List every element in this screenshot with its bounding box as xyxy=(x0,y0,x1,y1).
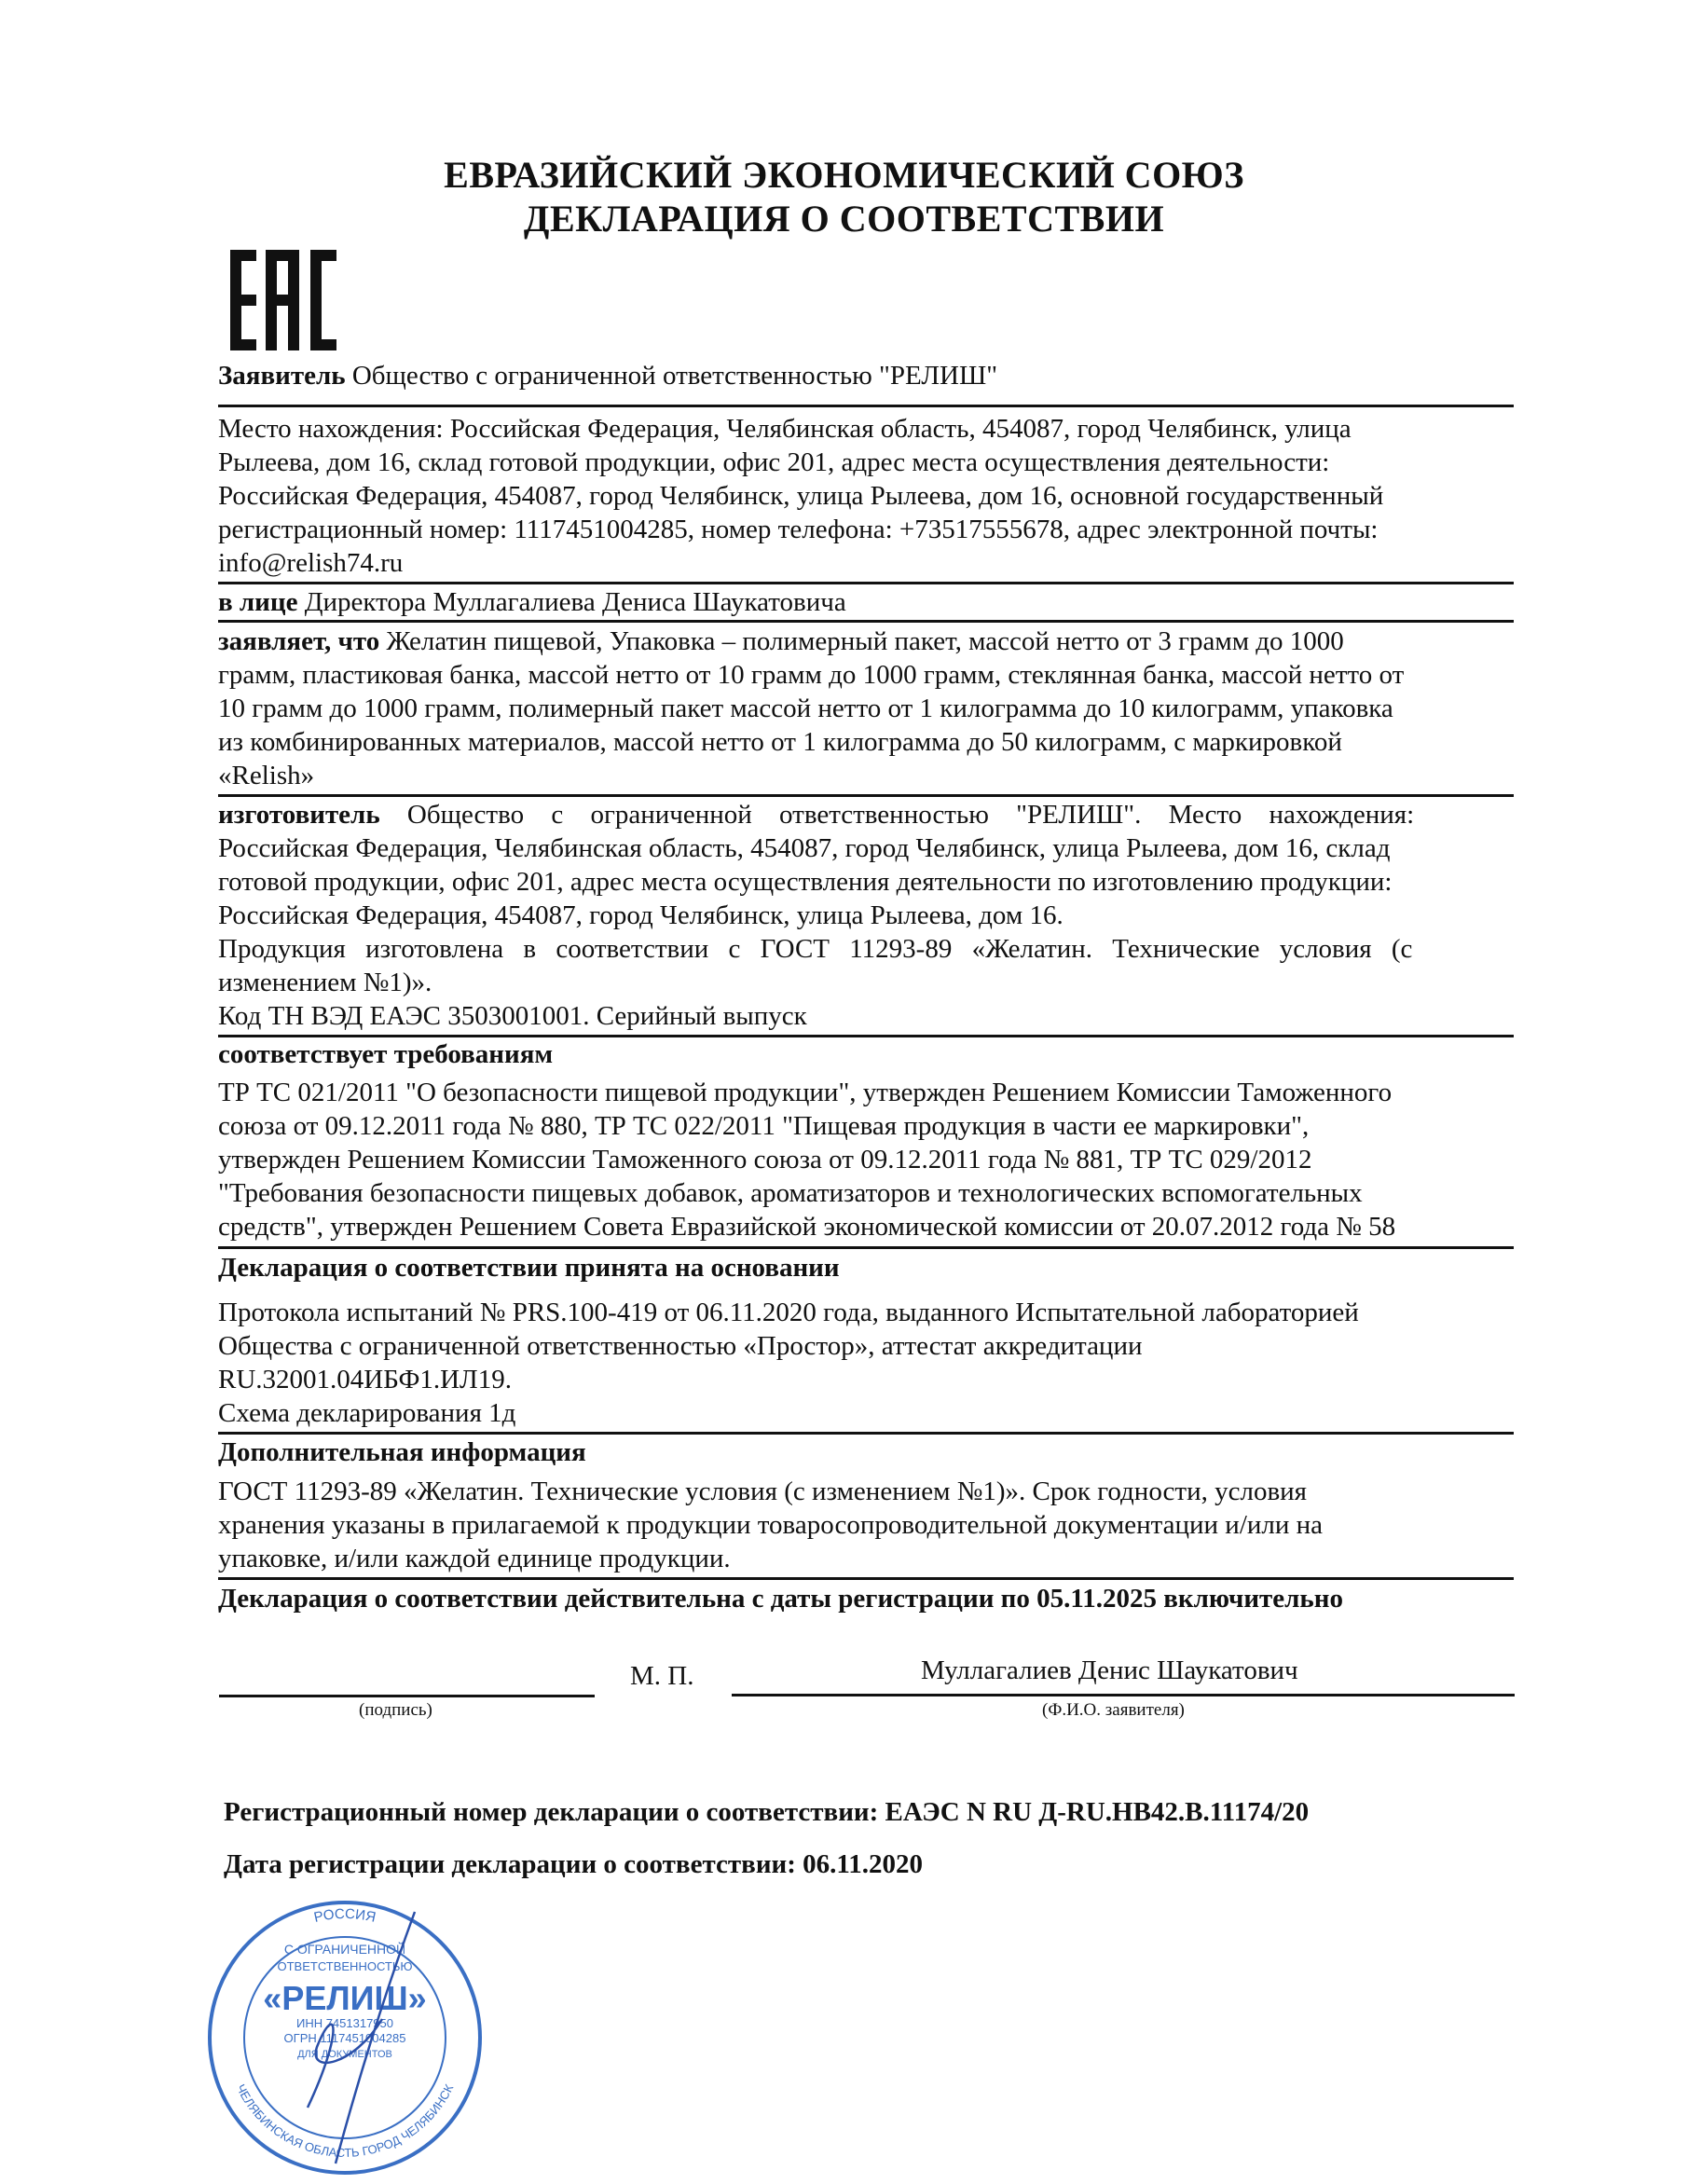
stamp-org1: С ОГРАНИЧЕННОЙ xyxy=(283,1942,406,1957)
stamp-top-text: РОССИЯ xyxy=(312,1905,377,1926)
registration-number: Регистрационный номер декларации о соответствии: ЕАЭС N RU Д-RU.НВ42.В.11174/20 xyxy=(224,1797,1310,1827)
declared-product: заявляет, что Желатин пищевой, Упаковка – полимерный пакет, массой нетто от 3 грамм до 1000 грамм, пластиковая банка, массой нетто от 10 грамм до 1000 грамм, стеклянная банка, массой нетто от 10 грамм до 1000 грамм, полимерный пакет массой нетто от 1 килограмма до 10 килограмм, упаковка из комбинированных материалов, массой нетто от 1 килограмма до 50 килограмм, с маркировкой «Relish» xyxy=(218,626,1405,790)
divider xyxy=(218,582,1514,584)
stamp-inn: ИНН 7451317950 xyxy=(295,2016,394,2030)
stamp-ogrn: ОГРН 1117451004285 xyxy=(283,2031,406,2045)
union-title: ЕВРАЗИЙСКИЙ ЭКОНОМИЧЕСКИЙ СОЮЗ xyxy=(444,154,1244,196)
requirements: ТР ТС 021/2011 "О безопасности пищевой продукции", утвержден Решением Комиссии Таможенного союза от 09.12.2011 года № 880, ТР ТС 022/2011 "Пищевая продукция в части ее маркировки", утвержден Решением Комиссии Таможенного союза от 09.12.2011 года № 881, ТР ТС 029/2012 "Требования безопасности пищевых добавок, ароматизаторов и технологических вспомогательных средств", утвержден Решением Совета Евразийской экономической комиссии от 20.07.2012 года № 58 xyxy=(218,1078,1396,1242)
stamp-purpose: ДЛЯ ДОКУМЕНТОВ xyxy=(297,2049,392,2060)
svg-text:РОССИЯ xyxy=(312,1906,377,1926)
divider xyxy=(218,405,1514,407)
divider xyxy=(218,620,1514,623)
divider xyxy=(218,1246,1514,1249)
basis: Протокола испытаний № PRS.100-419 от 06.11.2020 года, выданного Испытательной лабораторией Общества с ограниченной ответственностью «Простор», аттестат аккредитации RU.32001.04ИБФ1.ИЛ19. Схема декларирования 1д xyxy=(218,1298,1359,1428)
manufacturer: изготовитель Общество с ограниченной ответственностью "РЕЛИШ". Место нахождения: Российская Федерация, Челябинская область, 454087, город Челябинск, улица Рылеева, дом 16, склад готовой продукции, офис 201, адрес места осуществления деятельности по изготовлению продукции: Российская Федерация, 454087, город Челябинск, улица Рылеева, дом 16. Продукция изготовлена в соответствии с ГОСТ 11293-89 «Желатин. Технические условия (с изменением №1)». Код ТН ВЭД ЕАЭС 3503001001. Серийный выпуск xyxy=(218,800,1415,1031)
requirements-label: соответствует требованиям xyxy=(218,1039,554,1069)
registration-date: Дата регистрации декларации о соответствии: 06.11.2020 xyxy=(224,1849,924,1879)
divider xyxy=(218,1577,1514,1580)
validity: Декларация о соответствии действительна с даты регистрации по 05.11.2025 включительно xyxy=(218,1584,1343,1614)
applicant-address: Место нахождения: Российская Федерация, Челябинская область, 454087, город Челябинск, улица Рылеева, дом 16, склад готовой продукции, офис 201, адрес места осуществления деятельности: Российская Федерация, 454087, город Челябинск, улица Рылеева, дом 16, основной государственный регистрационный номер: 1117451004285, номер телефона: +73517555678, адрес электронной почты: info@relish74.ru xyxy=(218,414,1384,578)
signature-line xyxy=(219,1695,595,1697)
document-title: ДЕКЛАРАЦИЯ О СООТВЕТСТВИИ xyxy=(523,198,1165,240)
divider xyxy=(218,794,1514,797)
represented-by: в лице Директора Муллагалиева Дениса Шаукатовича xyxy=(218,587,846,617)
signature-caption: (подпись) xyxy=(359,1700,432,1720)
basis-label: Декларация о соответствии принята на основании xyxy=(218,1253,840,1283)
seal-place: М. П. xyxy=(630,1661,694,1691)
stamp-name: «РЕЛИШ» xyxy=(263,1979,427,2017)
additional-label: Дополнительная информация xyxy=(218,1437,586,1467)
additional-info: ГОСТ 11293-89 «Желатин. Технические условия (с изменением №1)». Срок годности, условия хранения указаны в прилагаемой к продукции товаросопроводительной документации и/или на упаковке, и/или каждой единице продукции. xyxy=(218,1477,1324,1573)
name-caption: (Ф.И.О. заявителя) xyxy=(1042,1700,1185,1720)
stamp-org2: ОТВЕТСТВЕННОСТЬЮ xyxy=(277,1959,413,1973)
company-stamp xyxy=(205,1898,485,2177)
eac-logo xyxy=(230,250,337,350)
signatory-name: Муллагалиев Денис Шаукатович xyxy=(921,1655,1298,1685)
applicant: Заявитель Общество с ограниченной ответственностью "РЕЛИШ" xyxy=(218,361,998,391)
stamp-ring-text: ЧЕЛЯБИНСКАЯ ОБЛАСТЬ ГОРОД ЧЕЛЯБИНСК xyxy=(233,2081,457,2160)
divider xyxy=(218,1432,1514,1435)
name-line xyxy=(732,1694,1515,1696)
